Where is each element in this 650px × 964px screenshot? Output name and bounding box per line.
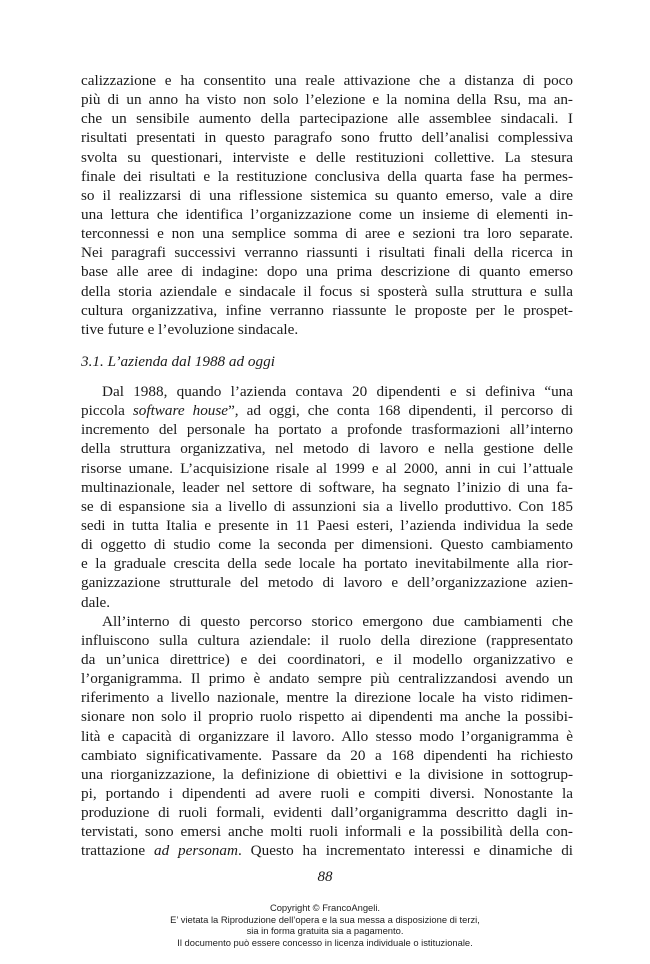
text-line: base alle aree di indagine: dopo una prima descrizione di quanto emerso [81, 263, 573, 281]
intro-paragraph [81, 71, 573, 339]
text-line [81, 841, 573, 860]
section-heading: 3.1. L’azienda dal 1988 ad oggi [81, 352, 275, 370]
copyright-line: Il documento può essere concesso in licenza individuale o istituzionale. [177, 936, 473, 948]
text-span: piccola [81, 402, 133, 420]
emphasis-text: ad personam [153, 842, 238, 860]
page-body [81, 71, 573, 860]
text-line: multinazionale, leader nel settore di software, ha segnato l’inizio di una fa- [81, 478, 573, 496]
text-line: cultura organizzativa, infine verranno riassunte le proposte per le prospet- [81, 301, 573, 319]
text-line: di oggetto di studio come la seconda per dimensioni. Questo cambiamento [81, 536, 573, 554]
text-line: terconnessi e non una semplice somma di aree e sezioni tra loro separate. [81, 225, 573, 243]
text-line: finale dei risultati e la restituzione conclusiva della quarta fase ha permes- [81, 167, 573, 185]
text-span: ”, ad oggi, che conta 168 dipendenti, il percorso di [228, 402, 573, 420]
text-line: da un’unica direttrice) e dei coordinatori, e il modello organizzativo e [81, 650, 573, 668]
text-line: produzione di ruoli formali, evidenti dall’organigramma descritto dagli in- [81, 804, 573, 822]
text-line: l’organigramma. Il primo è andato sempre più centralizzandosi avendo un [81, 670, 573, 688]
text-line: risorse umane. L’acquisizione risale al 1999 e al 2000, anni in cui l’attuale [81, 459, 573, 477]
text-line: una lettura che identifica l’organizzazione come un insieme di elementi in- [81, 205, 573, 223]
text-line: sedi in tutta Italia e presente in 11 Paesi esteri, l’azienda individua la sede [81, 516, 573, 534]
text-line: Dal 1988, quando l’azienda contava 20 dipendenti e si definiva “una [102, 382, 573, 400]
copyright-line: E’ vietata la Riproduzione dell’opera e la sua messa a disposizione di terzi, [170, 913, 480, 925]
text-line: tive future e l’evoluzione sindacale. [81, 320, 299, 338]
text-line: dale. [81, 593, 111, 611]
text-line [81, 401, 573, 420]
copyright-notice [0, 902, 650, 948]
text-line: calizzazione e ha consentito una reale attivazione che a distanza di poco [81, 72, 573, 89]
text-span: trattazione [81, 842, 154, 860]
text-line: se di espansione sia a livello di assunzioni sia a livello produttivo. Con 185 [81, 497, 573, 515]
text-line: riferimento a livello nazionale, mentre la direzione locale ha visto ridimen- [81, 689, 573, 707]
text-line: sionare non solo il proprio ruolo rispetto ai dipendenti ma anche la possibi- [81, 708, 573, 726]
text-line: svolta su questionari, interviste e delle restituzioni collettive. La stesura [81, 148, 573, 166]
text-line: una riorganizzazione, la definizione di obiettivi e la divisione in sottogrup- [81, 765, 573, 783]
text-line: Nei paragrafi successivi verranno riassunti i risultati finali della ricerca in [81, 244, 573, 262]
page-number: 88 [317, 869, 333, 885]
text-line: All’interno di questo percorso storico emergono due cambiamenti che [102, 612, 573, 630]
text-line: della struttura organizzativa, nel metodo di lavoro e nella gestione delle [81, 440, 573, 458]
copyright-line: sia in forma gratuita sia a pagamento. [246, 925, 404, 937]
copyright-line: Copyright © FrancoAngeli. [269, 902, 381, 913]
text-line: incremento del personale ha portato a profonde trasformazioni all’interno [81, 421, 573, 439]
history-paragraph [81, 382, 573, 612]
text-line: cambiato significativamente. Passare da 20 a 168 dipendenti ha richiesto [81, 746, 573, 764]
text-line: pi, portando i dipendenti ad avere ruoli e compiti diversi. Nonostante la [81, 784, 573, 802]
emphasis-text: software house [132, 402, 229, 420]
text-line: che un sensibile aumento della partecipazione alle assemblee sindacali. I [81, 110, 573, 128]
text-line: più di un anno ha visto non solo l’elezione e la nomina della Rsu, ma an- [81, 91, 573, 109]
text-line: risultati presentati in questo paragrafo sono frutto dell’analisi complessiva [81, 129, 573, 147]
text-line: so il realizzarsi di una riflessione sistemica su quanto emerso, vale a dire [81, 186, 573, 204]
text-line: influiscono sulla cultura aziendale: il ruolo della direzione (rappresentato [81, 631, 573, 649]
text-span: . Questo ha incrementato interessi e dinamiche di [237, 842, 574, 860]
text-line: tervistati, sono emersi anche molti ruoli informali e la possibilità della con- [81, 823, 573, 841]
text-line: e la graduale crescita della sede locale ha portato inevitabilmente alla rior- [81, 555, 573, 573]
text-line: ganizzazione strutturale del metodo di lavoro e dell’organizzazione azien- [81, 574, 573, 592]
culture-paragraph [81, 612, 573, 861]
text-line: lità e capacità di organizzare il lavoro. Allo stesso modo l’organigramma è [81, 727, 573, 745]
text-line: della storia aziendale e sindacale il focus si sposterà sulla struttura e sulla [81, 282, 573, 300]
